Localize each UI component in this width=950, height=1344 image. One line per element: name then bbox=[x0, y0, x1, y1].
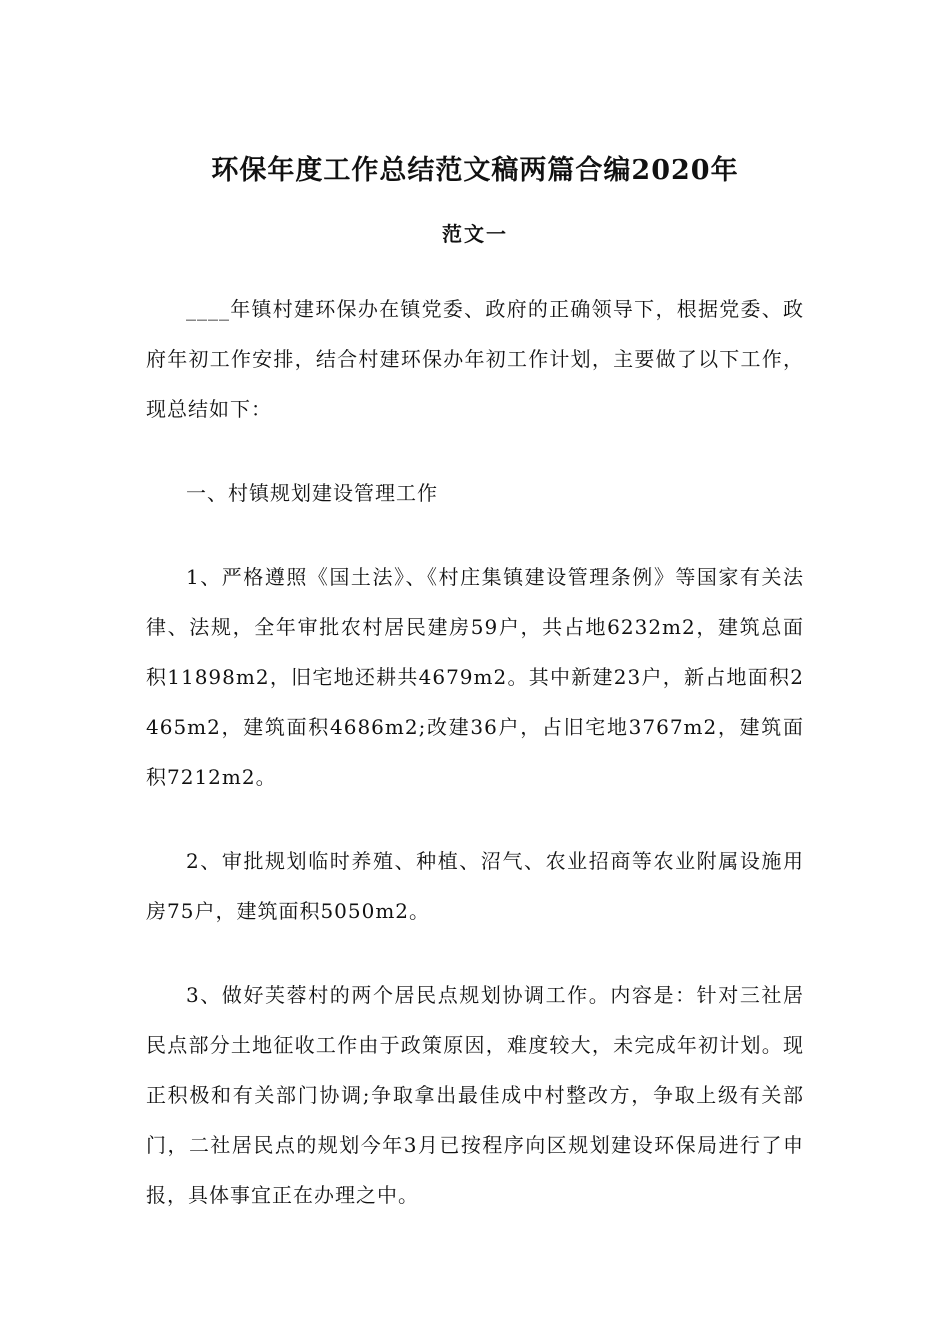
paragraph-item-1: 1、严格遵照《国土法》、《村庄集镇建设管理条例》等国家有关法律、法规，全年审批农村居民建房59户，共占地6232m2，建筑总面积11898m2，旧宅地还耕共4679m2。其中新建23户，新占地面积2465m2，建筑面积4686m2;改建36户，占旧宅地3767m2，建筑面积7212m2。 bbox=[146, 565, 804, 789]
paragraph-item-2: 2、审批规划临时养殖、种植、沼气、农业招商等农业附属设施用房75户，建筑面积5050m2。 bbox=[146, 849, 804, 923]
document-title: 环保年度工作总结范文稿两篇合编2020年 bbox=[211, 155, 739, 186]
document-body bbox=[146, 284, 804, 1220]
section-heading-planning: 一、村镇规划建设管理工作 bbox=[186, 481, 438, 505]
paragraph-intro: ____年镇村建环保办在镇党委、政府的正确领导下，根据党委、政府年初工作安排，结合村建环保办年初工作计划，主要做了以下工作，现总结如下： bbox=[146, 297, 804, 421]
document-subtitle: 范文一 bbox=[442, 222, 508, 246]
paragraph-item-3: 3、做好芙蓉村的两个居民点规划协调工作。内容是：针对三社居民点部分土地征收工作由于政策原因，难度较大，未完成年初计划。现正积极和有关部门协调;争取拿出最佳成中村整改方，争取上级有关部门，二社居民点的规划今年3月已按程序向区规划建设环保局进行了申报，具体事宜正在办理之中。 bbox=[146, 983, 804, 1207]
